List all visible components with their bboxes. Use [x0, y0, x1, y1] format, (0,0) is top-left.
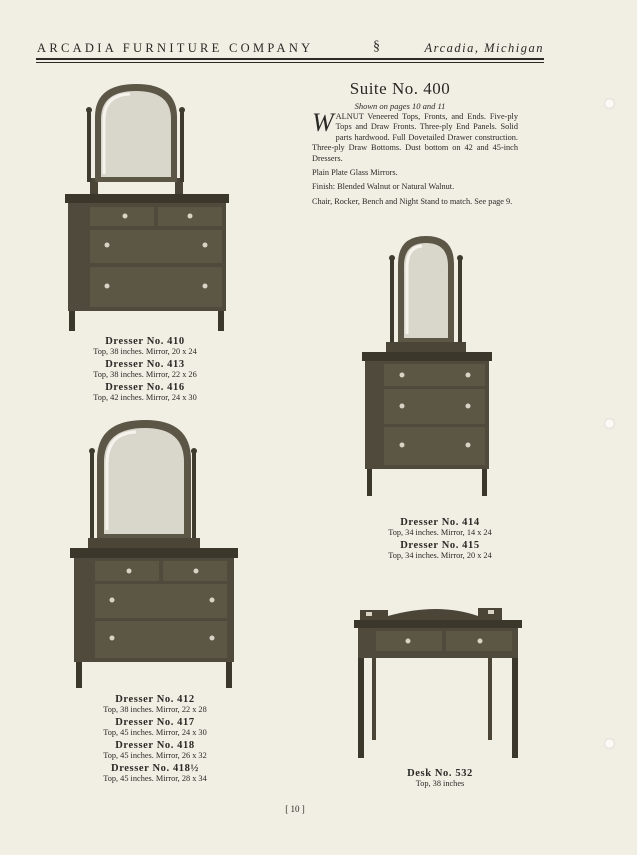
- item-title: Dresser No. 410: [105, 336, 185, 347]
- desk-532-illustration: [352, 604, 524, 766]
- page-number: [ 10 ]: [285, 804, 305, 814]
- item-title: Dresser No. 418½: [111, 763, 199, 774]
- item-detail: Top, 45 inches. Mirror, 28 x 34: [103, 774, 207, 783]
- company-city: Arcadia, Michigan: [424, 41, 544, 55]
- section-mark: §: [373, 39, 380, 54]
- item-detail: Top, 38 inches. Mirror, 22 x 26: [93, 370, 197, 379]
- item-title: Dresser No. 412: [115, 694, 195, 705]
- item-title: Desk No. 532: [407, 768, 473, 779]
- item-detail: Top, 45 inches. Mirror, 24 x 30: [103, 728, 207, 737]
- item-detail: Top, 42 inches. Mirror, 24 x 30: [93, 393, 197, 402]
- suite-description: [312, 108, 518, 211]
- item-detail: Top, 38 inches. Mirror, 22 x 28: [103, 705, 207, 714]
- dresser-414-illustration: [360, 234, 520, 514]
- item-title: Dresser No. 417: [115, 717, 195, 728]
- item-title: Dresser No. 413: [105, 359, 185, 370]
- item-title: Dresser No. 418: [115, 740, 195, 751]
- description-paragraph: WALNUT Veneered Tops, Fronts, and Ends. Five-ply Tops and Draw Fronts. Three-ply End Panels. Solid parts hardwood. Full Dovetailed Drawer construction. Three-ply Draw Bottoms. Dust bottom on 42 and 45-inch Dressers.: [312, 108, 518, 163]
- dresser-410-group-caption: [60, 336, 230, 405]
- binder-hole: [604, 98, 615, 109]
- description-paragraph: Finish: Blended Walnut or Natural Walnut.: [312, 182, 455, 192]
- company-name: ARCADIA FURNITURE COMPANY: [37, 41, 314, 55]
- item-detail: Top, 45 inches. Mirror, 26 x 32: [103, 751, 207, 760]
- dresser-412-illustration: [66, 418, 241, 690]
- item-detail: Top, 34 inches. Mirror, 20 x 24: [388, 551, 492, 560]
- header-rule-thin: [36, 62, 544, 63]
- binder-hole: [604, 738, 615, 749]
- header-rule: [36, 58, 544, 60]
- item-title: Dresser No. 416: [105, 382, 185, 393]
- suite-subtitle: Shown on pages 10 and 11: [354, 101, 446, 111]
- item-detail: Top, 38 inches: [415, 779, 465, 788]
- item-title: Dresser No. 414: [400, 517, 480, 528]
- page-header: [37, 38, 544, 58]
- desk-532-caption: [360, 768, 520, 791]
- dresser-414-group-caption: [360, 517, 520, 563]
- dresser-412-group-caption: [70, 694, 240, 786]
- description-paragraph: Chair, Rocker, Bench and Night Stand to match. See page 9.: [312, 196, 513, 206]
- description-paragraph: Plain Plate Glass Mirrors.: [312, 168, 398, 178]
- item-detail: Top, 38 inches. Mirror, 20 x 24: [93, 347, 197, 356]
- drop-cap: W: [312, 108, 334, 137]
- dresser-410-illustration: [60, 82, 235, 332]
- item-detail: Top, 34 inches. Mirror, 14 x 24: [388, 528, 492, 537]
- binder-hole: [604, 418, 615, 429]
- item-title: Dresser No. 415: [400, 540, 480, 551]
- suite-title: Suite No. 400: [349, 79, 451, 98]
